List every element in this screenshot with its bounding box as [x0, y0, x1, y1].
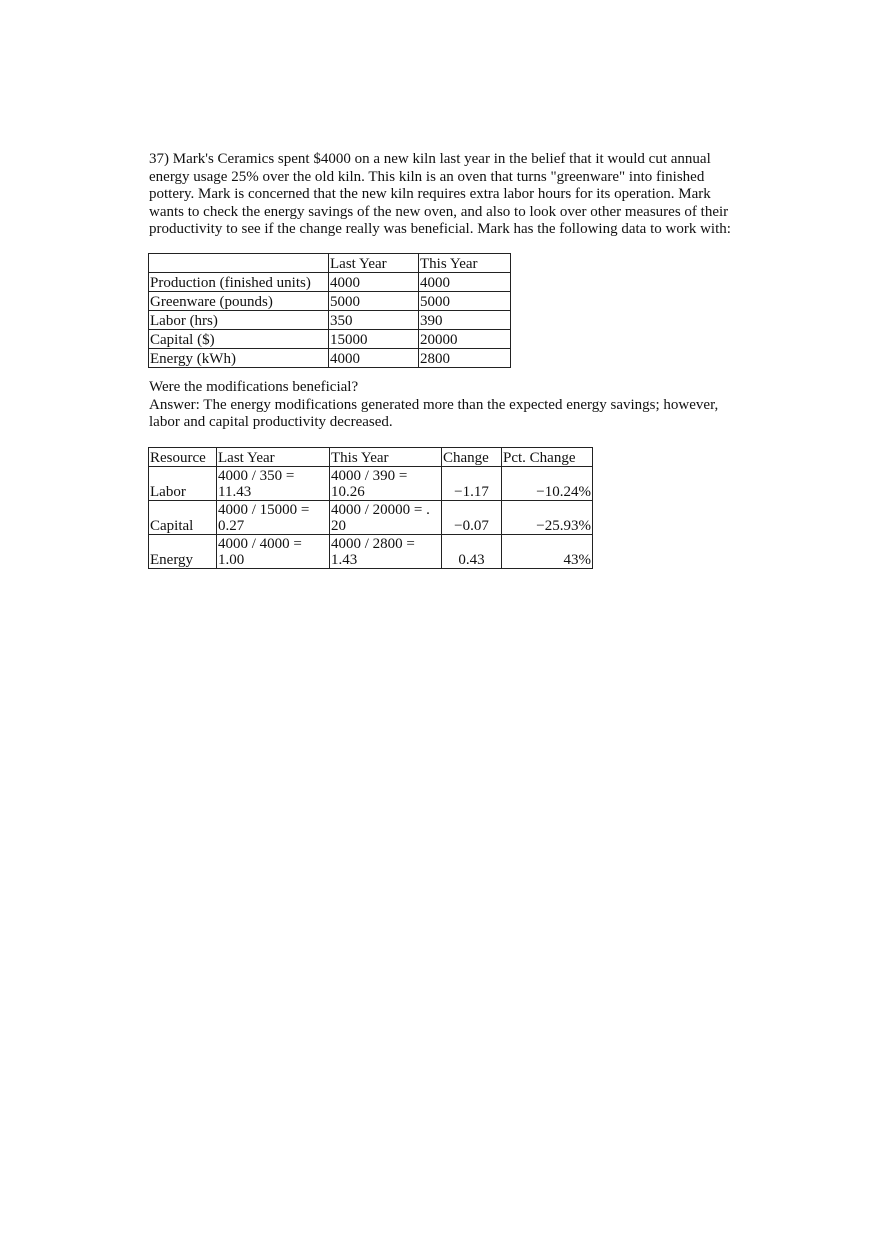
resource-cell: Capital	[149, 501, 217, 535]
table-header-row	[149, 254, 511, 273]
resource-cell: Labor	[149, 467, 217, 501]
table-row	[149, 311, 511, 330]
result-text: 11.43	[218, 484, 252, 500]
table-header-cell: Pct. Change	[502, 448, 593, 467]
table-row	[149, 292, 511, 311]
result-text: 20	[331, 518, 346, 534]
table-cell: 15000	[329, 330, 419, 349]
table-cell: Greenware (pounds)	[149, 292, 329, 311]
table-cell: 350	[329, 311, 419, 330]
formula-text: 4000 / 20000 = .	[331, 502, 430, 518]
table-row	[149, 535, 593, 569]
table-cell: 4000	[329, 273, 419, 292]
table-row	[149, 349, 511, 368]
table-cell: 5000	[419, 292, 511, 311]
formula-text: 4000 / 350 =	[218, 468, 295, 484]
change-cell: 0.43	[442, 535, 502, 569]
this-year-cell	[330, 501, 442, 535]
table-cell: Labor (hrs)	[149, 311, 329, 330]
answer-line: Were the modifications beneficial?	[149, 379, 359, 395]
table-cell: 2800	[419, 349, 511, 368]
result-text: 1.43	[331, 552, 358, 568]
this-year-cell	[330, 535, 442, 569]
formula-text: 4000 / 2800 =	[331, 536, 415, 552]
result-text: 0.27	[218, 518, 245, 534]
result-text: 1.00	[218, 552, 245, 568]
last-year-cell	[217, 467, 330, 501]
table-cell: Energy (kWh)	[149, 349, 329, 368]
table-cell: Capital ($)	[149, 330, 329, 349]
formula-text: 4000 / 4000 =	[218, 536, 302, 552]
result-text: 10.26	[331, 484, 365, 500]
change-cell: −1.17	[442, 467, 502, 501]
table-row	[149, 467, 593, 501]
question-paragraph	[149, 151, 739, 239]
table-header-row	[149, 448, 593, 467]
productivity-table	[148, 447, 593, 569]
input-data-table	[148, 253, 511, 368]
last-year-cell	[217, 501, 330, 535]
question-line: 37) Mark's Ceramics spent $4000 on a new kiln last year in the belief that it would cut annual	[149, 151, 711, 167]
answer-paragraph	[149, 379, 739, 432]
table-cell	[149, 254, 329, 273]
table-header-cell: Last Year	[217, 448, 330, 467]
table-header-cell: Change	[442, 448, 502, 467]
change-cell: −0.07	[442, 501, 502, 535]
table-row	[149, 273, 511, 292]
table-cell: 20000	[419, 330, 511, 349]
table-header-cell: Resource	[149, 448, 217, 467]
table-cell: 4000	[329, 349, 419, 368]
table-cell: 4000	[419, 273, 511, 292]
resource-cell: Energy	[149, 535, 217, 569]
this-year-cell	[330, 467, 442, 501]
table-row	[149, 330, 511, 349]
table-row	[149, 501, 593, 535]
question-line: wants to check the energy savings of the new oven, and also to look over other measures of their	[149, 203, 729, 220]
last-year-cell	[217, 535, 330, 569]
pct-change-cell: −10.24%	[502, 467, 593, 501]
pct-change-cell: −25.93%	[502, 501, 593, 535]
question-line: energy usage 25% over the old kiln. This kiln is an oven that turns "greenware" into finished	[149, 168, 705, 185]
answer-line: Answer: The energy modifications generated more than the expected energy savings; however,	[149, 396, 719, 413]
table-cell: This Year	[419, 254, 511, 273]
table-cell: Production (finished units)	[149, 273, 329, 292]
table-cell: 5000	[329, 292, 419, 311]
question-line: productivity to see if the change really was beneficial. Mark has the following data to work with:	[149, 221, 731, 238]
formula-text: 4000 / 15000 =	[218, 502, 310, 518]
pct-change-cell: 43%	[502, 535, 593, 569]
table-header-cell: This Year	[330, 448, 442, 467]
table-cell: 390	[419, 311, 511, 330]
formula-text: 4000 / 390 =	[331, 468, 408, 484]
table-cell: Last Year	[329, 254, 419, 273]
answer-line: labor and capital productivity decreased.	[149, 414, 393, 431]
question-line: pottery. Mark is concerned that the new kiln requires extra labor hours for its operation. Mark	[149, 186, 711, 203]
